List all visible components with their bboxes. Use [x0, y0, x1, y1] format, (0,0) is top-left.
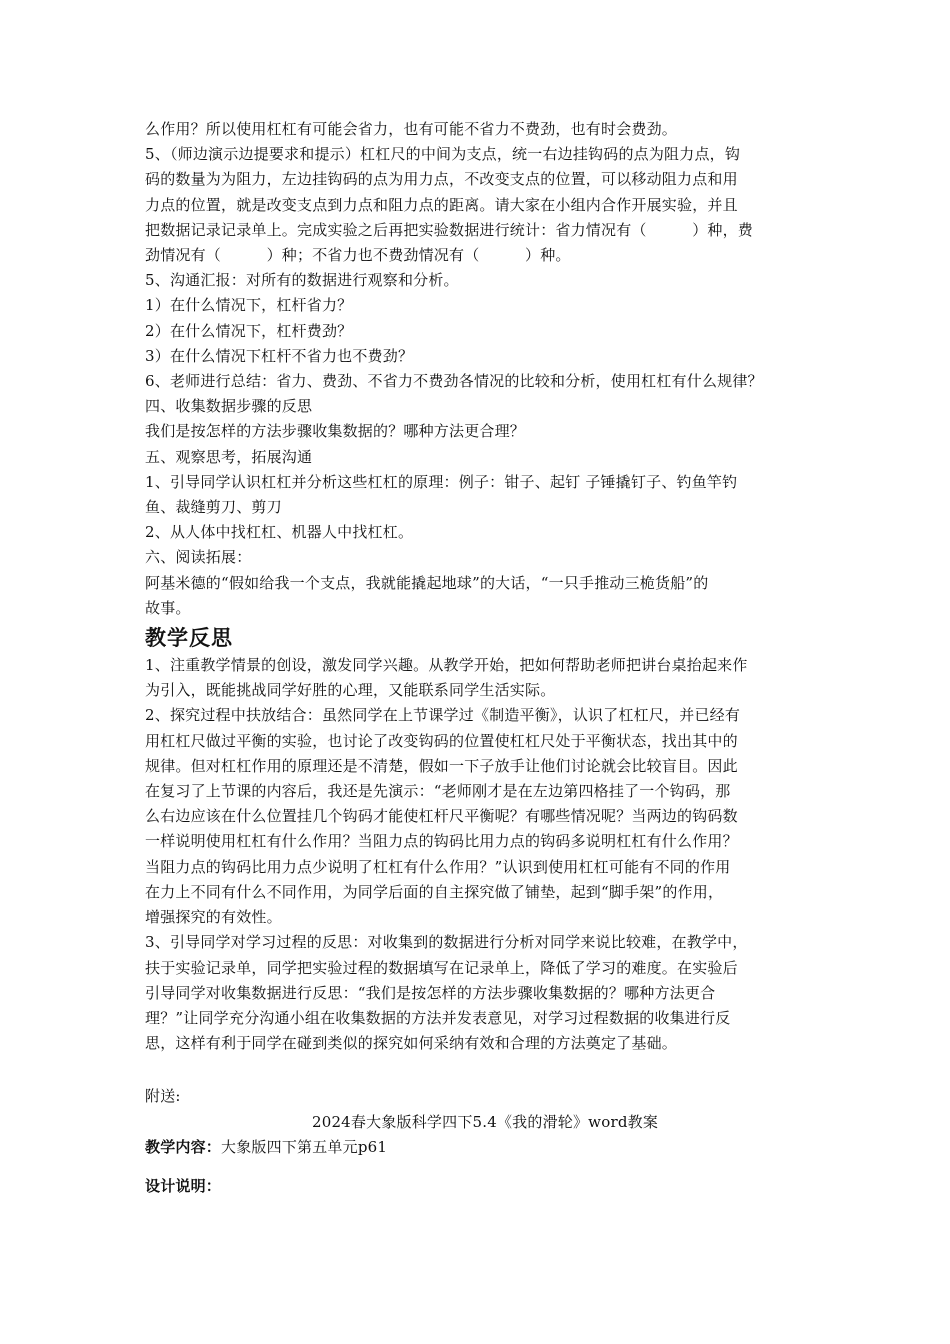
- text-line: 阿基米德的“假如给我一个支点，我就能撬起地球”的大话，“一只手推动三桅货船”的: [145, 573, 709, 592]
- spacer: [145, 1056, 825, 1084]
- text-line: 增强探究的有效性。: [145, 908, 282, 927]
- appendix-label: 附送:: [145, 1087, 181, 1106]
- document-body: [145, 117, 825, 1199]
- spacer: [145, 1160, 825, 1174]
- lesson-steps-section: [145, 117, 825, 621]
- text-line: 当阻力点的钩码比用力点少说明了杠杠有什么作用？”认识到使用杠杠可能有不同的作用: [145, 857, 731, 876]
- text-line: 1）在什么情况下，杠杆省力？: [145, 296, 353, 315]
- text-line: 四、收集数据步骤的反思: [145, 397, 313, 416]
- text-line: 力点的位置，就是改变支点到力点和阻力点的距离。请大家在小组内合作开展实验，并且: [145, 195, 738, 214]
- text-line: 故事。: [145, 598, 191, 617]
- text-line: 1、引导同学认识杠杠并分析这些杠杠的原理：例子：钳子、起钉 子锤撬钉子、钓鱼竿钓: [145, 472, 738, 491]
- text-line: 2）在什么情况下，杠杆费劲？: [145, 321, 353, 340]
- teaching-content-value: 大象版四下第五单元p61: [221, 1137, 388, 1156]
- text-line: 思，这样有利于同学在碰到类似的探究如何采纳有效和合理的方法奠定了基础。: [145, 1034, 678, 1053]
- text-line: 3）在什么情况下杠杆不省力也不费劲？: [145, 346, 414, 365]
- text-line: 扶于实验记录单，同学把实验过程的数据填写在记录单上，降低了学习的难度。在实验后: [145, 958, 738, 977]
- reflection-section: [145, 653, 825, 1056]
- reflection-heading: 教学反思: [145, 626, 233, 651]
- text-line: 2、从人体中找杠杠、机器人中找杠杠。: [145, 523, 414, 542]
- teaching-content-label: 教学内容：: [145, 1137, 222, 1156]
- text-line: 码的数量为为阻力，左边挂钩码的点为用力点，不改变支点的位置，可以移动阻力点和用: [145, 170, 738, 189]
- text-line: 鱼、裁缝剪刀、剪刀: [145, 498, 282, 517]
- text-line: 理？”让同学充分沟通小组在收集数据的方法并发表意见，对学习过程数据的收集进行反: [145, 1008, 731, 1027]
- text-line: 6、老师进行总结：省力、费劲、不省力不费劲各情况的比较和分析，使用杠杠有什么规律？: [145, 372, 763, 391]
- text-line: 在复习了上节课的内容后，我还是先演示：“老师刚才是在左边第四格挂了一个钩码，那: [145, 782, 731, 801]
- teaching-content-line: [145, 1135, 825, 1160]
- text-line: 规律。但对杠杠作用的原理还是不清楚，假如一下子放手让他们讨论就会比较盲目。因此: [145, 756, 738, 775]
- design-note-label: 设计说明：: [145, 1176, 222, 1195]
- text-line: 把数据记录记录单上。完成实验之后再把实验数据进行统计：省力情况有（ ）种，费: [145, 220, 754, 239]
- text-line: 用杠杠尺做过平衡的实验，也讨论了改变钩码的位置使杠杠尺处于平衡状态，找出其中的: [145, 731, 738, 750]
- text-line: 五、观察思考，拓展沟通: [145, 447, 313, 466]
- appendix-title: 2024春大象版科学四下5.4《我的滑轮》word教案: [311, 1112, 659, 1131]
- text-line: 劲情况有（ ）种；不省力也不费劲情况有（ ）种。: [145, 246, 571, 265]
- text-line: 为引入，既能挑战同学好胜的心理，又能联系同学生活实际。: [145, 681, 556, 700]
- text-line: 5、（师边演示边提要求和提示）杠杠尺的中间为支点，统一右边挂钩码的点为阻力点，钩: [145, 145, 741, 164]
- text-line: 么右边应该在什么位置挂几个钩码才能使杠杆尺平衡呢？有哪些情况呢？当两边的钩码数: [145, 807, 738, 826]
- text-line: 引导同学对收集数据进行反思：“我们是按怎样的方法步骤收集数据的？哪种方法更合: [145, 983, 716, 1002]
- text-line: 5、沟通汇报：对所有的数据进行观察和分析。: [145, 271, 459, 290]
- text-line: 在力上不同有什么不同作用，为同学后面的自主探究做了铺垫，起到“脚手架”的作用，: [145, 882, 724, 901]
- text-line: 1、注重教学情景的创设，激发同学兴趣。从教学开始，把如何帮助老师把讲台桌抬起来作: [145, 656, 748, 675]
- text-line: 2、探究过程中扶放结合：虽然同学在上节课学过《制造平衡》，认识了杠杠尺，并已经有: [145, 706, 741, 725]
- text-line: 六、阅读拓展：: [145, 548, 252, 567]
- text-line: 3、引导同学对学习过程的反思：对收集到的数据进行分析对同学来说比较难，在教学中，: [145, 933, 748, 952]
- text-line: 么作用？所以使用杠杠有可能会省力，也有可能不省力不费劲，也有时会费劲。: [145, 120, 678, 138]
- text-line: 一样说明使用杠杠有什么作用？当阻力点的钩码比用力点的钩码多说明杠杠有什么作用？: [145, 832, 738, 851]
- text-line: 我们是按怎样的方法步骤收集数据的？哪种方法更合理？: [145, 422, 526, 441]
